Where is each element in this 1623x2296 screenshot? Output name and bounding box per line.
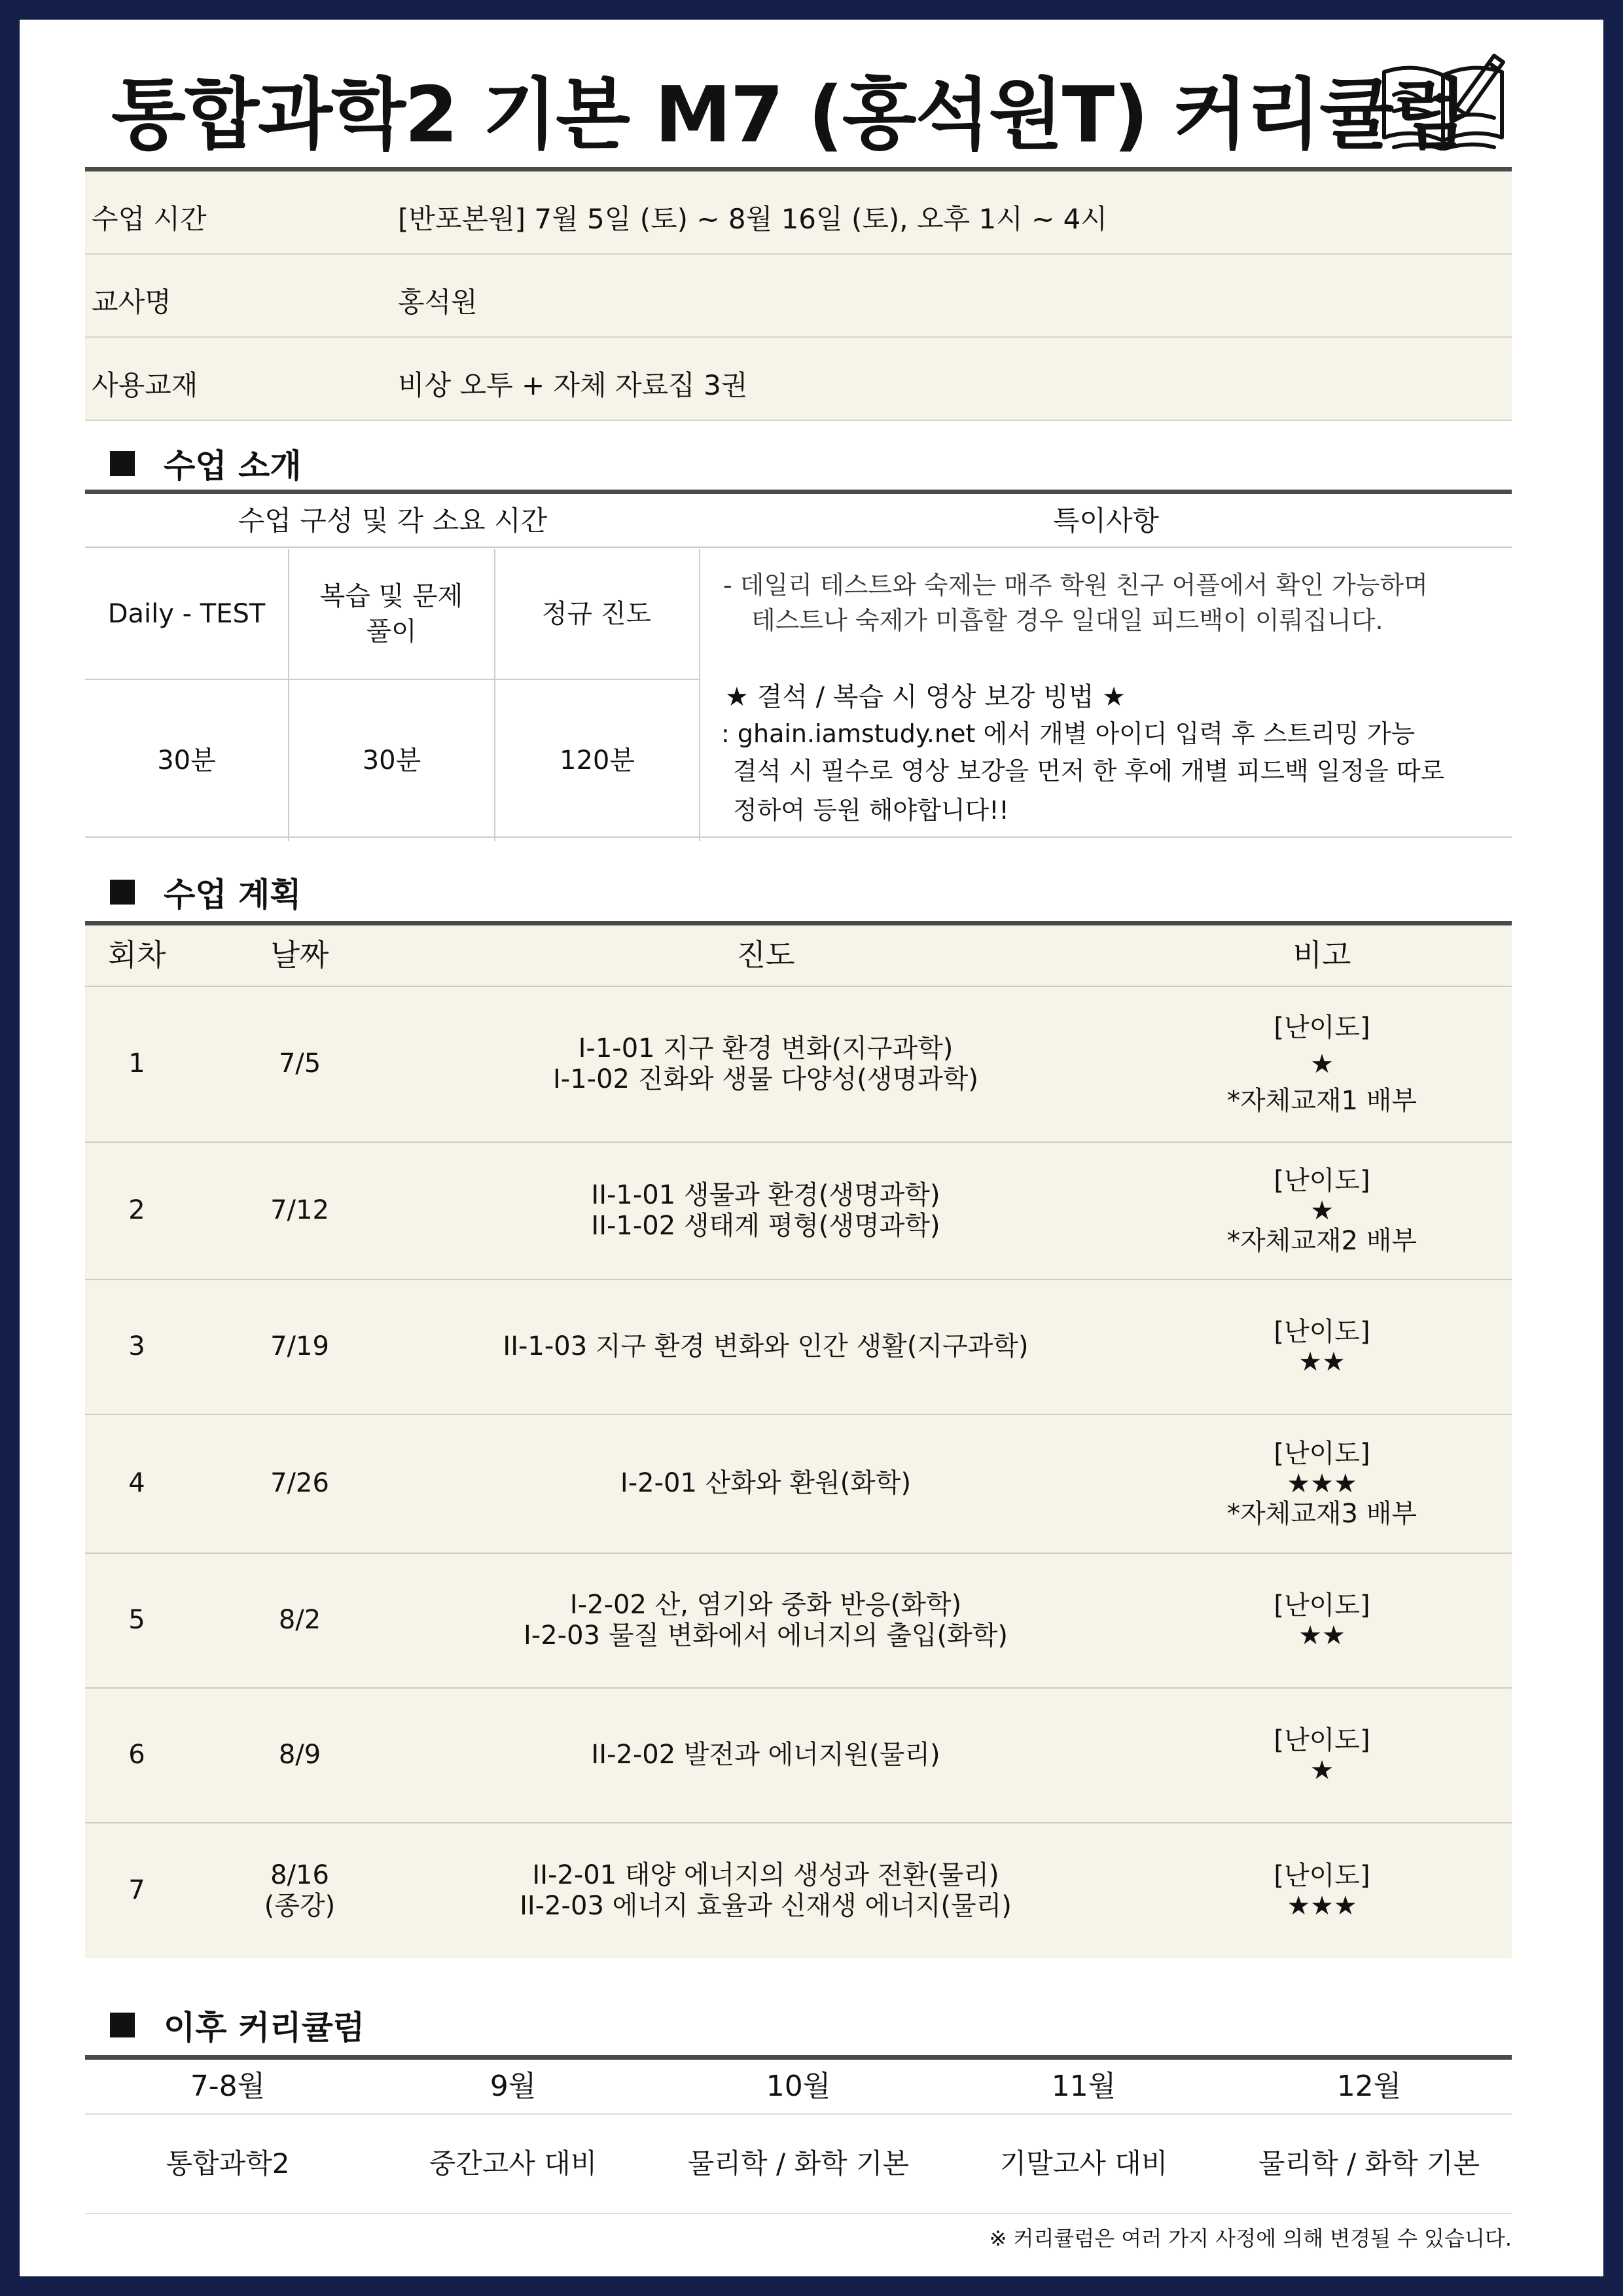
info-key: 수업 시간 — [92, 203, 207, 235]
note-extra: *자체교재2 배부 — [1226, 1226, 1417, 1256]
makeup-title: ★ 결석 / 복습 시 영상 보강 빙법 ★ — [725, 682, 1126, 712]
note-extra: *자체교재1 배부 — [1226, 1086, 1417, 1116]
section-heading-plan — [85, 869, 302, 916]
topic-line: II-1-03 지구 환경 변화와 인간 생활(지구과학) — [503, 1331, 1029, 1362]
session-topics — [399, 1415, 1132, 1552]
topic-line: II-2-01 태양 에너지의 생성과 전환(물리) — [532, 1859, 999, 1890]
session-note — [1224, 1415, 1420, 1552]
plan-header: 날짜 — [270, 937, 329, 973]
table-row — [85, 1552, 1512, 1687]
session-note — [1224, 1280, 1420, 1414]
session-note — [1224, 1554, 1420, 1687]
month-header: 7-8월 — [190, 2070, 266, 2103]
square-bullet-icon — [110, 880, 135, 905]
open-book-with-pencil-icon — [1378, 46, 1508, 151]
session-number: 1 — [128, 1049, 145, 1079]
month-header: 12월 — [1336, 2070, 1402, 2103]
table-row — [85, 1279, 1512, 1414]
difficulty-stars: ★ — [1310, 1755, 1334, 1785]
topic-line: II-1-02 생태계 평형(생명과학) — [591, 1211, 940, 1241]
composition-time: 120분 — [560, 745, 635, 776]
session-number: 3 — [128, 1331, 145, 1362]
session-number: 7 — [128, 1875, 145, 1906]
notes-header: 특이사항 — [700, 494, 1512, 548]
square-bullet-icon — [110, 451, 135, 476]
topic-line: I-2-03 물질 변화에서 에너지의 출입(화학) — [523, 1621, 1008, 1651]
difficulty-stars: ★★ — [1298, 1621, 1346, 1651]
section-heading-label: 수업 계획 — [164, 876, 302, 914]
difficulty-stars: ★★★ — [1287, 1469, 1357, 1499]
note-line: 정하여 등원 해야합니다!! — [733, 796, 1009, 825]
difficulty-stars: ★★ — [1298, 1347, 1346, 1377]
square-bullet-icon — [110, 2013, 135, 2037]
plan-header: 진도 — [736, 937, 795, 973]
session-date-note: (종강) — [264, 1891, 336, 1921]
composition-time: 30분 — [157, 745, 216, 776]
topic-line: II-1-01 생물과 환경(생명과학) — [591, 1179, 940, 1210]
section-heading-after — [85, 2001, 365, 2049]
note-line: 테스트나 숙제가 미흡할 경우 일대일 피드백이 이뤄집니다. — [751, 606, 1383, 635]
divider — [85, 2213, 1512, 2214]
session-topics — [399, 1280, 1132, 1414]
info-value: 홍석원 — [398, 286, 478, 318]
table-row — [85, 1414, 1512, 1552]
session-note — [1224, 987, 1420, 1141]
note-line: 결석 시 필수로 영상 보강을 먼저 한 후에 개별 피드백 일정을 따로 — [733, 757, 1445, 785]
session-date: 7/5 — [278, 1049, 321, 1079]
difficulty-label: [난이도] — [1274, 1317, 1370, 1347]
session-topics — [399, 1823, 1132, 1958]
session-note — [1224, 1689, 1420, 1822]
plan-table — [85, 921, 1512, 1954]
note-line: - 데일리 테스트와 숙제는 매주 학원 친구 어플에서 확인 가능하며 — [723, 571, 1428, 600]
difficulty-stars: ★ — [1310, 1049, 1334, 1079]
session-date: 8/2 — [278, 1605, 321, 1636]
topic-line: I-1-02 진화와 생물 다양성(생명과학) — [552, 1064, 979, 1094]
session-topics — [399, 1554, 1132, 1687]
topic-line: II-2-02 발전과 에너지원(물리) — [591, 1740, 940, 1770]
session-date: 7/26 — [270, 1468, 329, 1499]
info-key: 사용교재 — [92, 369, 198, 401]
difficulty-label: [난이도] — [1274, 1590, 1370, 1621]
title-row — [85, 39, 1512, 160]
divider — [699, 549, 700, 841]
topic-line: I-1-01 지구 환경 변화(지구과학) — [578, 1033, 954, 1064]
plan-header: 비고 — [1293, 937, 1351, 973]
month-header: 10월 — [766, 2070, 831, 2103]
info-key: 교사명 — [92, 286, 171, 318]
session-number: 6 — [128, 1740, 145, 1770]
session-topics — [399, 987, 1132, 1141]
month-topic: 물리학 / 화학 기본 — [1258, 2147, 1480, 2179]
topic-line: I-2-02 산, 염기와 중화 반응(화학) — [569, 1589, 962, 1620]
session-topics — [399, 1143, 1132, 1279]
section-heading-intro — [85, 440, 302, 487]
month-header: 9월 — [490, 2070, 537, 2103]
section-heading-label: 이후 커리큘럼 — [164, 2009, 365, 2047]
month-topic: 통합과학2 — [166, 2147, 290, 2179]
session-date: 7/19 — [270, 1331, 329, 1362]
session-note — [1224, 1823, 1420, 1958]
month-topic: 물리학 / 화학 기본 — [687, 2147, 910, 2179]
difficulty-label: [난이도] — [1274, 1013, 1370, 1043]
session-number: 2 — [128, 1195, 145, 1226]
page-title: 통합과학2 기본 M7 (홍석원T) 커리큘럼 — [111, 69, 1467, 160]
month-header: 11월 — [1051, 2070, 1116, 2103]
info-value: [반포본원] 7월 5일 (토) ~ 8월 16일 (토), 오후 1시 ~ 4시 — [398, 203, 1107, 235]
difficulty-stars: ★ — [1310, 1196, 1334, 1226]
session-number: 4 — [128, 1468, 145, 1499]
footnote: ※ 커리큘럼은 여러 가지 사정에 의해 변경될 수 있습니다. — [989, 2226, 1512, 2251]
after-curriculum-table — [85, 2055, 1512, 2210]
difficulty-stars: ★★★ — [1287, 1891, 1357, 1921]
month-topic: 중간고사 대비 — [429, 2147, 597, 2179]
session-topics — [399, 1689, 1132, 1822]
session-number: 5 — [128, 1605, 145, 1636]
composition-column-label: 정규 진도 — [541, 599, 652, 629]
topic-line: II-2-03 에너지 효율과 신재생 에너지(물리) — [520, 1891, 1012, 1921]
session-date: 8/9 — [278, 1740, 321, 1770]
table-row — [85, 1141, 1512, 1279]
table-row — [85, 986, 1512, 1141]
table-row — [85, 1687, 1512, 1822]
session-note — [1224, 1143, 1420, 1279]
composition-time: 30분 — [362, 745, 421, 776]
plan-header: 회차 — [107, 937, 166, 973]
difficulty-label: [난이도] — [1274, 1166, 1370, 1196]
section-heading-label: 수업 소개 — [164, 447, 302, 485]
session-date: 7/12 — [270, 1195, 329, 1226]
difficulty-label: [난이도] — [1274, 1861, 1370, 1891]
difficulty-label: [난이도] — [1274, 1725, 1370, 1755]
info-value: 비상 오투 + 자체 자료집 3권 — [398, 369, 748, 401]
info-row — [85, 171, 1512, 255]
note-extra: *자체교재3 배부 — [1226, 1499, 1417, 1529]
composition-header: 수업 구성 및 각 소요 시간 — [85, 494, 700, 548]
session-date: 8/16 — [270, 1859, 329, 1890]
composition-column-label: Daily - TEST — [107, 599, 266, 629]
session-date-cell — [202, 1823, 398, 1958]
intro-table — [85, 490, 1512, 838]
topic-line: I-2-01 산화와 환원(화학) — [620, 1468, 912, 1499]
info-row — [85, 255, 1512, 338]
difficulty-label: [난이도] — [1274, 1439, 1370, 1469]
composition-column-label: 복습 및 문제 풀이 — [319, 581, 463, 647]
month-topic: 기말고사 대비 — [999, 2147, 1168, 2179]
note-line: : ghain.iamstudy.net 에서 개별 아이디 입력 후 스트리밍 가능 — [721, 719, 1416, 748]
table-row — [85, 1822, 1512, 1958]
info-row — [85, 338, 1512, 421]
info-table — [85, 167, 1512, 421]
